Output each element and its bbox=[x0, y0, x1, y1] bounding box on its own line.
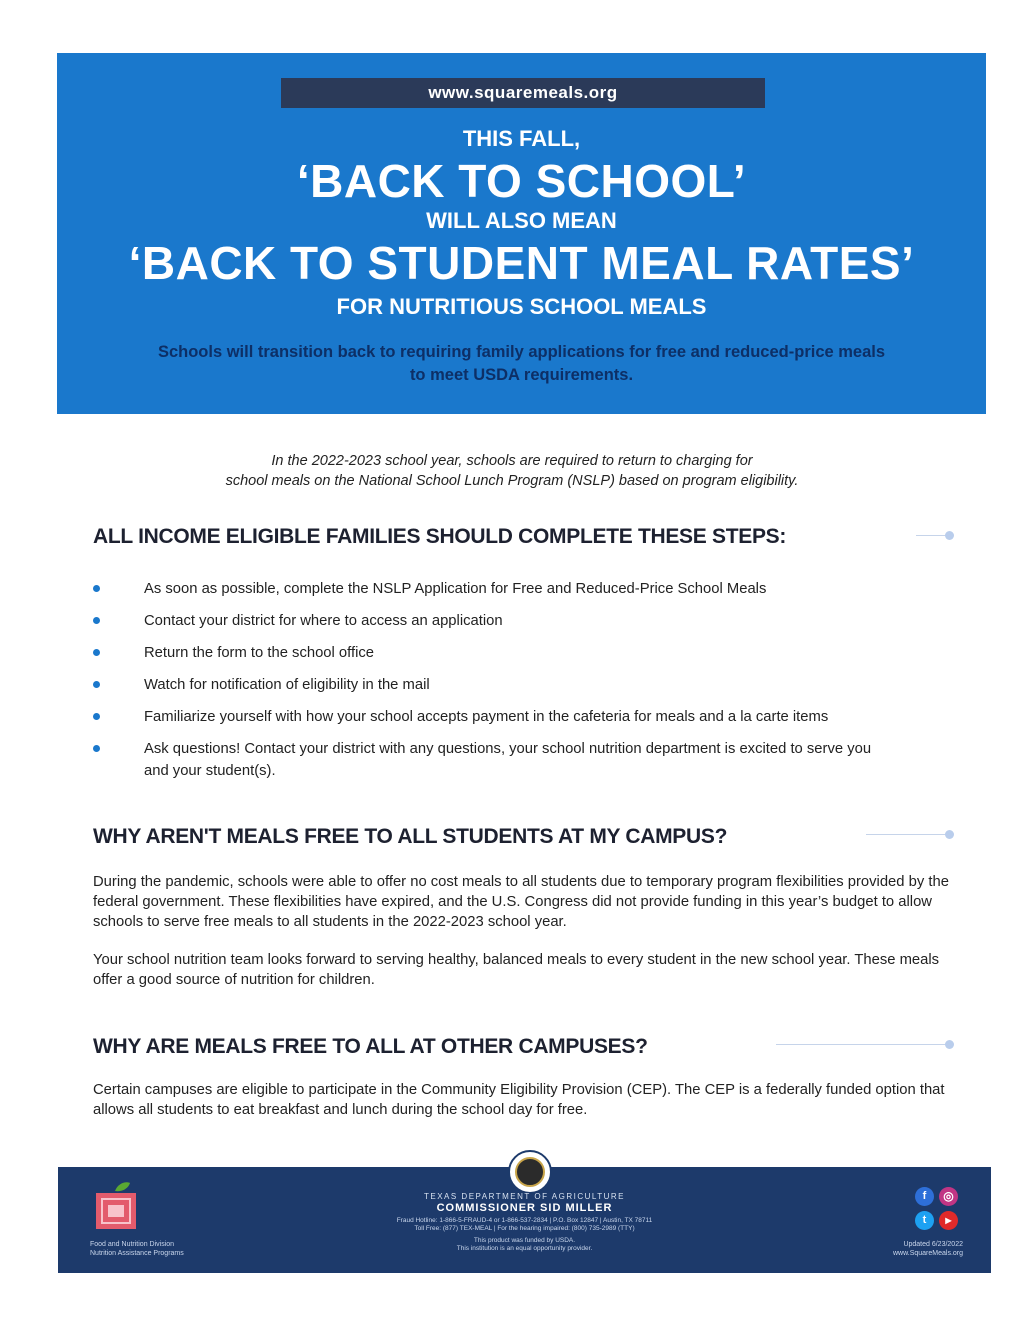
step-text: Contact your district for where to access an application bbox=[144, 613, 503, 629]
footer-equal-opportunity: This institution is an equal opportunity provider. bbox=[456, 1245, 593, 1252]
list-item bbox=[93, 674, 953, 696]
social-icons bbox=[915, 1187, 961, 1233]
step-text: Familiarize yourself with how your school accepts payment in the cafeteria for meals and a la carte items bbox=[144, 709, 829, 725]
step-text: As soon as possible, complete the NSLP Application for Free and Reduced-Price School Meals bbox=[144, 581, 767, 597]
banner-subtitle-line1: Schools will transition back to requiring family applications for free and reduced-price meals bbox=[157, 343, 886, 361]
list-item bbox=[93, 706, 953, 728]
banner-subtitle-line2: to meet USDA requirements. bbox=[409, 366, 634, 384]
why-free-other-paragraph: Certain campuses are eligible to participate in the Community Eligibility Provision (CEP). The CEP is a federally funded option that allows all students to eat breakfast and lunch during the school day for free. bbox=[93, 1082, 945, 1118]
intro-line1: In the 2022-2023 school year, schools are required to return to charging for bbox=[271, 453, 753, 469]
bullet-icon bbox=[93, 681, 100, 688]
footer-updated bbox=[893, 1240, 963, 1258]
intro-text bbox=[150, 451, 874, 491]
footer-website[interactable]: www.SquareMeals.org bbox=[892, 1250, 963, 1257]
step-text: Ask questions! Contact your district with any questions, your school nutrition department is excited to serve you and your student(s). bbox=[144, 741, 872, 779]
website-url[interactable]: www.squaremeals.org bbox=[281, 78, 765, 108]
why-not-free-paragraph-2: Your school nutrition team looks forward to serving healthy, balanced meals to every student in the new school year. These meals offer a good source of nutrition for children. bbox=[93, 952, 940, 988]
instagram-icon[interactable]: ◎ bbox=[939, 1187, 958, 1206]
footer-division-line2: Nutrition Assistance Programs bbox=[90, 1250, 184, 1257]
headline-nutritious-meals: FOR NUTRITIOUS SCHOOL MEALS bbox=[336, 294, 707, 319]
footer-tollfree: Toll Free: (877) TEX-MEAL | For the hearing impaired: (800) 735-2989 (TTY) bbox=[414, 1225, 635, 1232]
banner-subtitle bbox=[87, 341, 956, 387]
step-text: Return the form to the school office bbox=[144, 645, 375, 661]
footer bbox=[58, 1167, 991, 1273]
footer-center bbox=[308, 1192, 741, 1253]
why-free-other-divider-dot bbox=[945, 1040, 954, 1049]
bullet-icon bbox=[93, 713, 100, 720]
list-item bbox=[93, 578, 953, 600]
headline-back-to-student-meal-rates: ‘BACK TO STUDENT MEAL RATES’ bbox=[128, 237, 915, 289]
headline-will-also-mean: WILL ALSO MEAN bbox=[426, 208, 617, 233]
bullet-icon bbox=[93, 617, 100, 624]
list-item bbox=[93, 738, 953, 782]
bullet-icon bbox=[93, 585, 100, 592]
list-item bbox=[93, 610, 953, 632]
steps-divider-line bbox=[916, 535, 946, 536]
intro-line2: school meals on the National School Lunch Program (NSLP) based on program eligibility. bbox=[225, 473, 799, 489]
twitter-icon[interactable]: t bbox=[915, 1211, 934, 1230]
footer-hotline: Fraud Hotline: 1-866-5-FRAUD-4 or 1-866-537-2834 | P.O. Box 12847 | Austin, TX 78711 bbox=[396, 1217, 653, 1224]
square-meals-logo-icon bbox=[88, 1181, 144, 1237]
why-free-other-divider-line bbox=[776, 1044, 946, 1045]
step-text: Watch for notification of eligibility in the mail bbox=[144, 677, 430, 693]
footer-updated-date: Updated 6/23/2022 bbox=[903, 1241, 963, 1248]
youtube-icon[interactable]: ▶ bbox=[939, 1211, 958, 1230]
why-not-free-paragraph-1: During the pandemic, schools were able to offer no cost meals to all students due to temporary program flexibilities provided by the federal government. These flexibilities have expired, and the U.S. Congress did not provide funding in this year’s budget to allow schools to serve free meals to all students in the 2022-2023 school year. bbox=[93, 874, 949, 930]
why-free-other-heading: WHY ARE MEALS FREE TO ALL AT OTHER CAMPUSES? bbox=[93, 1035, 648, 1058]
header-banner bbox=[57, 53, 986, 414]
bullet-icon bbox=[93, 649, 100, 656]
tda-seal-icon bbox=[508, 1150, 552, 1194]
headline-back-to-school: ‘BACK TO SCHOOL’ bbox=[296, 155, 747, 207]
footer-funded: This product was funded by USDA. bbox=[473, 1237, 576, 1244]
headline-this-fall: THIS FALL, bbox=[462, 126, 581, 151]
footer-division bbox=[90, 1240, 184, 1258]
facebook-icon[interactable]: f bbox=[915, 1187, 934, 1206]
footer-department: TEXAS DEPARTMENT OF AGRICULTURE bbox=[423, 1192, 626, 1201]
why-not-free-divider-dot bbox=[945, 830, 954, 839]
steps-divider-dot bbox=[945, 531, 954, 540]
footer-division-line1: Food and Nutrition Division bbox=[90, 1241, 175, 1248]
steps-heading: ALL INCOME ELIGIBLE FAMILIES SHOULD COMPLETE THESE STEPS: bbox=[93, 525, 787, 548]
steps-list bbox=[93, 578, 953, 792]
footer-commissioner: COMMISSIONER SID MILLER bbox=[436, 1202, 613, 1214]
bullet-icon bbox=[93, 745, 100, 752]
why-not-free-divider-line bbox=[866, 834, 946, 835]
why-not-free-heading: WHY AREN'T MEALS FREE TO ALL STUDENTS AT MY CAMPUS? bbox=[93, 825, 728, 848]
list-item bbox=[93, 642, 953, 664]
